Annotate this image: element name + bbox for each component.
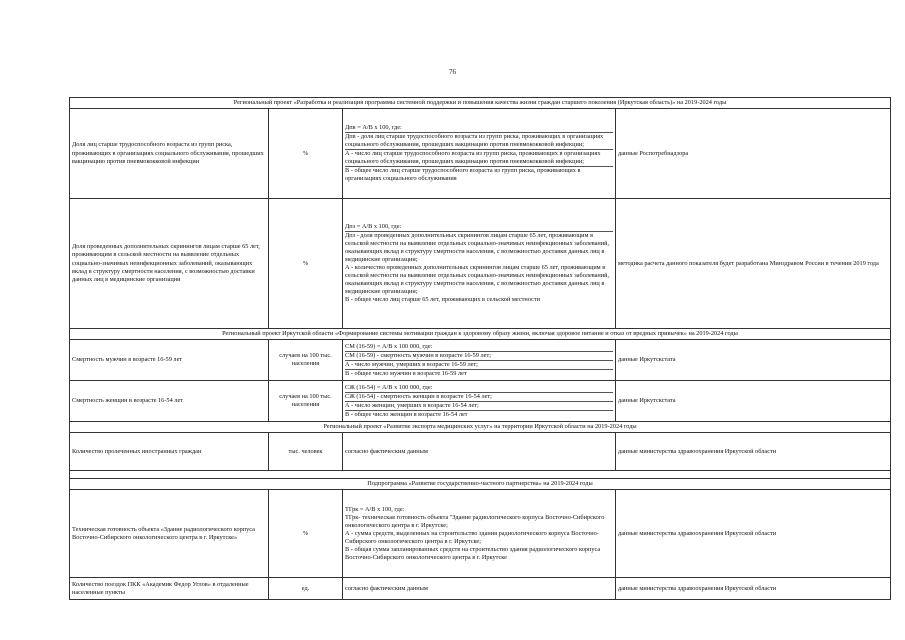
indicator-formula: согласно фактическим данным xyxy=(343,578,616,600)
formula-line: В - общее число мужчин в возрасте 16-59 лет xyxy=(345,369,467,377)
formula-line: В - общее число женщин в возрасте 16-54 лет xyxy=(345,410,468,418)
indicator-name: Количество поездок ПКК «Академик Федор Углов» в отдаленные населенные пункты xyxy=(70,578,269,600)
indicator-source: данные Иркутскстата xyxy=(616,340,891,381)
table-row xyxy=(70,433,891,471)
indicator-name: Доля проведенных дополнительных скринингов лицам старше 65 лет, проживающим в сельской местности на выявление отдельных социально-значимых неинфекционных заболеваний, оказывающих вклад в структуру смертности населения, с возможностью доставки данных лиц в медицинские организации xyxy=(70,199,269,329)
indicator-unit: тыс. человек xyxy=(269,433,343,471)
formula-line: В - общее число лиц старше трудоспособного возраста из групп риска, проживающих в организациях социального обслуживания xyxy=(345,167,581,183)
indicator-name: Количество пролеченных иностранных граждан xyxy=(70,433,269,471)
formula-line: ТГрк = А/В х 100, где: xyxy=(345,505,405,513)
indicator-unit: % xyxy=(269,109,343,199)
indicator-formula xyxy=(343,109,616,199)
formula-line: В - общая сумма запланированных средств на строительство здания радиологического корпуса Восточно-Сибирского онкологического центра в г. Иркутске xyxy=(345,545,601,561)
indicator-name: Смертность женщин в возрасте 16-54 лет xyxy=(70,381,269,422)
indicator-source: данные Иркутскстата xyxy=(616,381,891,422)
formula-line: А - число лиц старше трудоспособного возраста из групп риска, проживающих в организациях социального обслуживания, прошедших вакцинацию против пневмококковой инфекции; xyxy=(345,150,613,167)
indicators-table xyxy=(69,97,891,600)
spacer-cell xyxy=(70,471,891,479)
table-row xyxy=(70,490,891,578)
formula-line: Дпв = А/В х 100, где: xyxy=(345,124,613,133)
indicator-name: Техническая готовность объекта «Здание радиологического корпуса Восточно-Сибирского онкологического центра в г. Иркутске» xyxy=(70,490,269,578)
indicator-unit: % xyxy=(269,199,343,329)
section-title: Региональный проект «Развитие экспорта медицинских услуг» на территории Иркутской области на 2019-2024 годы xyxy=(70,422,891,433)
indicator-name: Доля лиц старше трудоспособного возраста из групп риска, проживающих в организациях социального обслуживания, прошедших вакцинацию против пневмококковой инфекции xyxy=(70,109,269,199)
table-row xyxy=(70,199,891,329)
indicator-source: данные министерства здравоохранения Иркутской области xyxy=(616,490,891,578)
formula-line: Дпз = А/В х 100, где: xyxy=(345,223,613,232)
indicator-formula xyxy=(343,490,616,578)
indicator-name: Смертность мужчин в возрасте 16-59 лет xyxy=(70,340,269,381)
formula-line: СМ (16-59) - смертность мужчин в возрасте 16-59 лет; xyxy=(345,352,613,361)
indicator-unit: % xyxy=(269,490,343,578)
formula-line: В - общее число лиц старше 65 лет, проживающих в сельской местности xyxy=(345,296,540,304)
section-header-row xyxy=(70,329,891,340)
indicator-source: данные Роспотребнадзора xyxy=(616,109,891,199)
table-row xyxy=(70,578,891,600)
indicator-source: методика расчета данного показателя будет разработана Минздравом России в течении 2019 года xyxy=(616,199,891,329)
section-header-row xyxy=(70,422,891,433)
formula-line: СМ (16-59) = А/В х 100 000, где: xyxy=(345,343,613,352)
formula-line: А - число женщин, умерших в возрасте 16-54 лет; xyxy=(345,402,613,411)
section-title: Подпрограмма «Развитие государственно-частного партнерства» на 2019-2024 годы xyxy=(70,479,891,490)
indicator-formula xyxy=(343,340,616,381)
formula-line: А - сумма средств, выделенных на строительство здания радиологического корпуса Восточно-Сибирского онкологического центра в г. Иркутске; xyxy=(345,529,599,545)
indicator-source: данные министерства здравоохранения Иркутской области xyxy=(616,433,891,471)
indicator-formula xyxy=(343,381,616,422)
spacer-row xyxy=(70,471,891,479)
formula-line: Дпв - доля лиц старше трудоспособного возраста из групп риска, проживающих в организациях социального обслуживания, прошедших вакцинацию против пневмококковой инфекции; xyxy=(345,133,613,150)
formula-line: Дпз - доля проведенных дополнительных скринингов лицам старше 65 лет, проживающим в сельской местности на выявление отдельных социально-значимых неинфекционных заболеваний, оказывающих вклад в структуру смертности населения, с возможностью доставки данных лиц в медицинские организации; xyxy=(345,231,610,263)
section-header-row xyxy=(70,98,891,109)
page-number: 76 xyxy=(449,68,456,76)
indicator-unit: случаев на 100 тыс. населения xyxy=(269,381,343,422)
table-row xyxy=(70,381,891,422)
formula-line: ТГрк- техническая готовность объекта "Здание радиологического корпуса Восточно-Сибирского онкологического центра в г. Иркутске; xyxy=(345,513,605,529)
formula-line: А - количество проведенных дополнительных скринингов лицам старше 65 лет, проживающим в сельской местности на выявление отдельных социально-значимых неинфекционных заболеваний, оказывающих вклад в структуру смертности населения, с возможностью доставки данных лиц в медицинские организации; xyxy=(345,264,610,296)
indicator-formula: согласно фактическим данным xyxy=(343,433,616,471)
section-header-row xyxy=(70,479,891,490)
section-title: Региональный проект Иркутской области «Формирование системы мотивации граждан к здоровому образу жизни, включая здоровое питание и отказ от вредных привычек» на 2019-2024 годы xyxy=(70,329,891,340)
formula-line: СЖ (16-54) - смертность женщин в возрасте 16-54 лет; xyxy=(345,393,613,402)
table-row xyxy=(70,340,891,381)
indicator-unit: ед. xyxy=(269,578,343,600)
indicator-source: данные министерства здравоохранения Иркутской области xyxy=(616,578,891,600)
table-row xyxy=(70,109,891,199)
section-title: Региональный проект «Разработка и реализация программы системной поддержки и повышения качества жизни граждан старшего поколения (Иркутская область)» на 2019-2024 годы xyxy=(70,98,891,109)
indicator-unit: случаев на 100 тыс. населения xyxy=(269,340,343,381)
formula-line: А - число мужчин, умерших в возрасте 16-59 лет; xyxy=(345,361,613,370)
formula-line: СЖ (16-54) = А/В х 100 000, где: xyxy=(345,384,613,393)
indicator-formula xyxy=(343,199,616,329)
